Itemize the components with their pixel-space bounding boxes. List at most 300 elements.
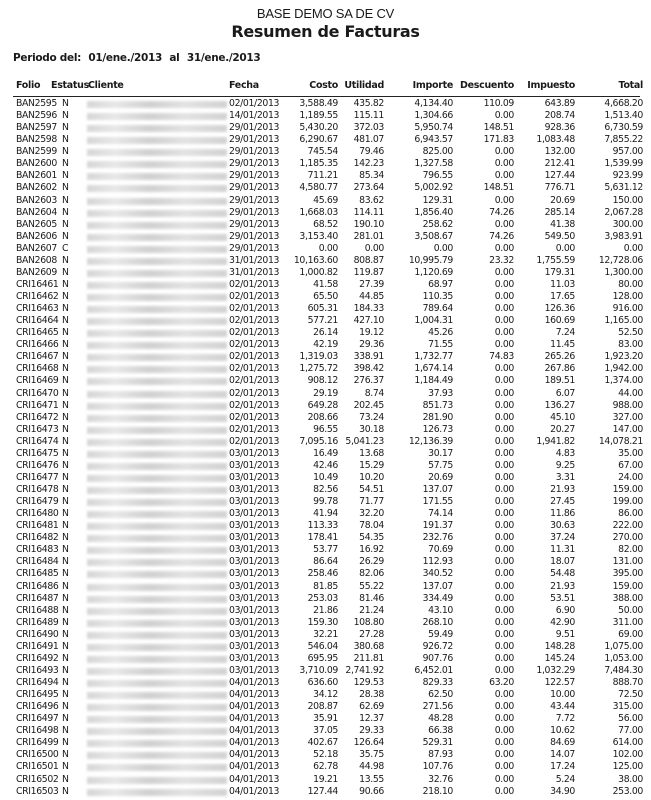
cell-costo: 546.04 — [307, 640, 338, 652]
table-row — [0, 689, 651, 701]
cell-utilidad: 126.64 — [353, 737, 384, 749]
cell-costo: 1,000.82 — [299, 266, 338, 278]
period-label: Periodo del: — [13, 52, 82, 64]
redacted-name — [87, 258, 227, 265]
cell-descuento: 0.00 — [494, 520, 514, 532]
cell-importe: 66.38 — [428, 725, 453, 737]
cell-impuesto: 267.86 — [544, 363, 575, 375]
cell-folio: BAN2598 — [16, 134, 57, 146]
cell-descuento: 74.26 — [489, 230, 514, 242]
cell-impuesto: 20.69 — [550, 194, 575, 206]
cell-cliente-redacted — [87, 451, 227, 458]
cell-estatus: N — [62, 616, 69, 628]
cell-costo: 695.95 — [307, 652, 338, 664]
cell-estatus: N — [62, 520, 69, 532]
cell-costo: 45.69 — [313, 194, 338, 206]
redacted-name — [87, 101, 227, 108]
cell-cliente-redacted — [87, 366, 227, 373]
cell-estatus: N — [62, 737, 69, 749]
table-row — [0, 544, 651, 556]
cell-cliente-redacted — [87, 113, 227, 120]
table-row — [0, 496, 651, 508]
table-row — [0, 146, 651, 158]
cell-impuesto: 34.90 — [550, 785, 575, 797]
cell-total: 1,053.00 — [604, 652, 643, 664]
cell-total: 86.00 — [618, 508, 643, 520]
cell-descuento: 0.00 — [494, 327, 514, 339]
redacted-name — [87, 415, 227, 422]
cell-fecha: 04/01/2013 — [229, 725, 280, 737]
cell-folio: CRI16481 — [16, 520, 59, 532]
cell-fecha: 02/01/2013 — [229, 363, 280, 375]
cell-impuesto: 7.72 — [555, 713, 575, 725]
cell-folio: BAN2597 — [16, 122, 57, 134]
cell-fecha: 02/01/2013 — [229, 375, 280, 387]
cell-total: 69.00 — [618, 628, 643, 640]
cell-total: 253.00 — [612, 785, 643, 797]
period-to: 31/ene./2013 — [186, 52, 261, 64]
cell-fecha: 03/01/2013 — [229, 496, 280, 508]
cell-costo: 636.60 — [307, 677, 338, 688]
cell-impuesto: 1,755.59 — [536, 254, 575, 266]
cell-costo: 113.33 — [307, 520, 338, 532]
cell-utilidad: 5,041.23 — [345, 435, 384, 447]
cell-descuento: 0.00 — [494, 785, 514, 797]
cell-fecha: 29/01/2013 — [229, 146, 280, 158]
redacted-name — [87, 571, 227, 578]
cell-cliente-redacted — [87, 668, 227, 675]
cell-estatus: N — [62, 206, 69, 218]
cell-importe: 6,452.01 — [414, 664, 453, 676]
cell-utilidad: 119.87 — [353, 266, 384, 278]
period-from: 01/ene./2013 — [88, 52, 163, 64]
table-row — [0, 774, 651, 786]
cell-importe: 32.76 — [428, 773, 453, 785]
cell-fecha: 02/01/2013 — [229, 303, 280, 315]
cell-descuento: 0.00 — [494, 773, 514, 785]
cell-fecha: 04/01/2013 — [229, 749, 280, 761]
cell-descuento: 74.26 — [489, 206, 514, 218]
cell-importe: 1,327.58 — [414, 158, 453, 170]
cell-impuesto: 42.90 — [550, 616, 575, 628]
cell-costo: 81.85 — [313, 580, 338, 592]
cell-impuesto: 11.45 — [550, 339, 575, 351]
cell-fecha: 02/01/2013 — [229, 399, 280, 411]
cell-total: 1,075.00 — [604, 640, 643, 652]
cell-costo: 53.77 — [313, 544, 338, 556]
cell-folio: CRI16470 — [16, 387, 59, 399]
cell-impuesto: 4.83 — [555, 447, 575, 459]
cell-cliente-redacted — [87, 632, 227, 639]
cell-cliente-redacted — [87, 378, 227, 385]
cell-estatus: N — [62, 749, 69, 761]
cell-estatus: N — [62, 471, 69, 483]
cell-utilidad: 427.10 — [353, 315, 384, 327]
table-row — [0, 556, 651, 568]
cell-descuento: 0.00 — [494, 242, 514, 254]
cell-folio: BAN2604 — [16, 206, 57, 218]
cell-fecha: 04/01/2013 — [229, 713, 280, 725]
cell-impuesto: 643.89 — [544, 98, 575, 109]
cell-costo: 908.12 — [307, 375, 338, 387]
cell-folio: CRI16485 — [16, 568, 59, 580]
cell-descuento: 0.00 — [494, 339, 514, 351]
cell-importe: 137.07 — [422, 484, 453, 495]
cell-fecha: 04/01/2013 — [229, 785, 280, 797]
cell-costo: 19.21 — [313, 773, 338, 785]
cell-cliente-redacted — [87, 342, 227, 349]
table-row — [0, 725, 651, 737]
cell-costo: 1,319.03 — [299, 351, 338, 363]
cell-cliente-redacted — [87, 137, 227, 144]
cell-costo: 208.87 — [307, 701, 338, 713]
cell-cliente-redacted — [87, 294, 227, 301]
cell-total: 6,730.59 — [604, 122, 643, 134]
header-estatus: Estatus — [51, 80, 89, 91]
cell-utilidad: 435.82 — [353, 98, 384, 109]
table-row — [0, 653, 651, 665]
cell-importe: 10,995.79 — [408, 254, 453, 266]
table-row — [0, 701, 651, 713]
cell-impuesto: 132.00 — [544, 146, 575, 158]
redacted-name — [87, 608, 227, 615]
cell-total: 4,668.20 — [604, 98, 643, 109]
cell-cliente-redacted — [87, 427, 227, 434]
cell-folio: CRI16494 — [16, 677, 59, 688]
redacted-name — [87, 391, 227, 398]
cell-folio: BAN2596 — [16, 110, 57, 122]
cell-cliente-redacted — [87, 161, 227, 168]
period-separator: al — [169, 52, 180, 64]
cell-fecha: 04/01/2013 — [229, 701, 280, 713]
cell-utilidad: 27.28 — [359, 628, 384, 640]
cell-cliente-redacted — [87, 330, 227, 337]
cell-total: 44.00 — [618, 387, 643, 399]
table-row — [0, 568, 651, 580]
cell-impuesto: 30.63 — [550, 520, 575, 532]
cell-descuento: 0.00 — [494, 484, 514, 495]
redacted-name — [87, 185, 227, 192]
cell-estatus: N — [62, 447, 69, 459]
cell-importe: 281.90 — [422, 411, 453, 423]
cell-total: 395.00 — [612, 568, 643, 580]
redacted-name — [87, 559, 227, 566]
cell-cliente-redacted — [87, 692, 227, 699]
cell-utilidad: 30.18 — [359, 423, 384, 435]
cell-importe: 129.31 — [422, 194, 453, 206]
header-impuesto: Impuesto — [527, 80, 575, 91]
cell-costo: 26.14 — [313, 327, 338, 339]
cell-cliente-redacted — [87, 511, 227, 518]
redacted-name — [87, 752, 227, 759]
cell-estatus: N — [62, 592, 69, 604]
cell-importe: 3,508.67 — [414, 230, 453, 242]
cell-descuento: 0.00 — [494, 158, 514, 170]
cell-impuesto: 53.51 — [550, 592, 575, 604]
table-row — [0, 243, 651, 255]
cell-importe: 1,674.14 — [414, 363, 453, 375]
cell-folio: CRI16487 — [16, 592, 59, 604]
redacted-name — [87, 137, 227, 144]
table-row — [0, 315, 651, 327]
cell-estatus: N — [62, 351, 69, 363]
cell-cliente-redacted — [87, 415, 227, 422]
cell-total: 131.00 — [612, 556, 643, 568]
cell-fecha: 03/01/2013 — [229, 520, 280, 532]
cell-total: 614.00 — [612, 737, 643, 749]
cell-total: 7,855.22 — [604, 134, 643, 146]
cell-costo: 96.55 — [313, 423, 338, 435]
cell-total: 24.00 — [618, 471, 643, 483]
cell-costo: 159.30 — [307, 616, 338, 628]
cell-importe: 126.73 — [422, 423, 453, 435]
cell-estatus: N — [62, 291, 69, 302]
cell-costo: 1,185.35 — [299, 158, 338, 170]
cell-importe: 1,004.31 — [414, 315, 453, 327]
cell-fecha: 03/01/2013 — [229, 640, 280, 652]
cell-descuento: 0.00 — [494, 303, 514, 315]
cell-total: 12,728.06 — [598, 254, 643, 266]
table-row — [0, 170, 651, 182]
table-row — [0, 641, 651, 653]
cell-descuento: 0.00 — [494, 447, 514, 459]
cell-utilidad: 481.07 — [353, 134, 384, 146]
cell-cliente-redacted — [87, 764, 227, 771]
cell-estatus: N — [62, 725, 69, 737]
redacted-name — [87, 716, 227, 723]
table-row — [0, 291, 651, 303]
table-row — [0, 231, 651, 243]
cell-total: 1,513.40 — [604, 110, 643, 122]
cell-utilidad: 35.75 — [359, 749, 384, 761]
cell-fecha: 02/01/2013 — [229, 339, 280, 351]
cell-cliente-redacted — [87, 644, 227, 651]
cell-total: 0.00 — [623, 242, 643, 254]
cell-impuesto: 208.74 — [544, 110, 575, 122]
table-row — [0, 605, 651, 617]
cell-impuesto: 84.69 — [550, 737, 575, 749]
cell-total: 199.00 — [612, 496, 643, 508]
cell-descuento: 171.83 — [483, 134, 514, 146]
cell-costo: 6,290.67 — [299, 134, 338, 146]
cell-utilidad: 73.24 — [359, 411, 384, 423]
cell-impuesto: 14.07 — [550, 749, 575, 761]
redacted-name — [87, 547, 227, 554]
cell-estatus: N — [62, 508, 69, 520]
cell-folio: CRI16461 — [16, 278, 59, 290]
cell-costo: 99.78 — [313, 496, 338, 508]
cell-estatus: N — [62, 158, 69, 170]
redacted-name — [87, 439, 227, 446]
cell-impuesto: 10.62 — [550, 725, 575, 737]
cell-descuento: 0.00 — [494, 616, 514, 628]
cell-importe: 1,732.77 — [414, 351, 453, 363]
header-cliente: Cliente — [88, 80, 124, 91]
cell-utilidad: 211.81 — [353, 652, 384, 664]
table-header — [0, 80, 651, 94]
cell-folio: CRI16479 — [16, 496, 59, 508]
redacted-name — [87, 487, 227, 494]
header-divider — [13, 96, 640, 97]
cell-cliente-redacted — [87, 270, 227, 277]
cell-cliente-redacted — [87, 101, 227, 108]
cell-costo: 16.49 — [313, 447, 338, 459]
cell-impuesto: 1,941.82 — [536, 435, 575, 447]
cell-importe: 57.75 — [428, 459, 453, 471]
cell-folio: CRI16471 — [16, 399, 59, 411]
cell-fecha: 03/01/2013 — [229, 616, 280, 628]
cell-costo: 3,710.09 — [299, 664, 338, 676]
cell-descuento: 0.00 — [494, 725, 514, 737]
cell-estatus: N — [62, 556, 69, 568]
cell-total: 125.00 — [612, 761, 643, 773]
cell-utilidad: 273.64 — [353, 182, 384, 194]
cell-folio: CRI16476 — [16, 459, 59, 471]
cell-estatus: N — [62, 134, 69, 146]
cell-fecha: 29/01/2013 — [229, 242, 280, 254]
cell-descuento: 148.51 — [483, 122, 514, 134]
cell-utilidad: 2,741.92 — [345, 664, 384, 676]
cell-impuesto: 0.00 — [555, 242, 575, 254]
cell-total: 159.00 — [612, 580, 643, 592]
redacted-name — [87, 644, 227, 651]
header-fecha: Fecha — [229, 80, 259, 91]
cell-importe: 20.69 — [428, 471, 453, 483]
cell-estatus: N — [62, 315, 69, 327]
cell-folio: CRI16489 — [16, 616, 59, 628]
cell-impuesto: 11.86 — [550, 508, 575, 520]
redacted-name — [87, 378, 227, 385]
table-row — [0, 98, 651, 110]
cell-importe: 258.62 — [422, 218, 453, 230]
cell-cliente-redacted — [87, 403, 227, 410]
cell-cliente-redacted — [87, 391, 227, 398]
table-row — [0, 713, 651, 725]
cell-folio: CRI16467 — [16, 351, 59, 363]
redacted-name — [87, 499, 227, 506]
cell-descuento: 110.09 — [483, 98, 514, 109]
redacted-name — [87, 620, 227, 627]
cell-importe: 112.93 — [422, 556, 453, 568]
table-row — [0, 351, 651, 363]
cell-importe: 796.55 — [422, 170, 453, 182]
cell-importe: 218.10 — [422, 785, 453, 797]
cell-fecha: 03/01/2013 — [229, 459, 280, 471]
cell-utilidad: 81.46 — [359, 592, 384, 604]
cell-importe: 789.64 — [422, 303, 453, 315]
cell-total: 957.00 — [612, 146, 643, 158]
cell-importe: 271.56 — [422, 701, 453, 713]
cell-costo: 29.19 — [313, 387, 338, 399]
cell-importe: 851.73 — [422, 399, 453, 411]
cell-estatus: N — [62, 423, 69, 435]
cell-total: 327.00 — [612, 411, 643, 423]
cell-impuesto: 11.31 — [550, 544, 575, 556]
table-row — [0, 436, 651, 448]
cell-estatus: N — [62, 435, 69, 447]
table-row — [0, 532, 651, 544]
cell-impuesto: 21.93 — [550, 580, 575, 592]
cell-utilidad: 90.66 — [359, 785, 384, 797]
redacted-name — [87, 270, 227, 277]
cell-fecha: 02/01/2013 — [229, 423, 280, 435]
cell-folio: BAN2595 — [16, 98, 57, 109]
table-row — [0, 122, 651, 134]
cell-estatus: N — [62, 580, 69, 592]
redacted-name — [87, 330, 227, 337]
table-row — [0, 629, 651, 641]
cell-cliente-redacted — [87, 716, 227, 723]
cell-descuento: 0.00 — [494, 508, 514, 520]
redacted-name — [87, 198, 227, 205]
table-row — [0, 303, 651, 315]
cell-utilidad: 16.92 — [359, 544, 384, 556]
cell-estatus: N — [62, 278, 69, 290]
cell-utilidad: 10.20 — [359, 471, 384, 483]
cell-costo: 65.50 — [313, 291, 338, 302]
cell-total: 3,983.91 — [604, 230, 643, 242]
report-period — [13, 52, 264, 64]
cell-costo: 37.05 — [313, 725, 338, 737]
cell-costo: 253.03 — [307, 592, 338, 604]
cell-impuesto: 126.36 — [544, 303, 575, 315]
cell-utilidad: 808.87 — [353, 254, 384, 266]
cell-folio: CRI16499 — [16, 737, 59, 749]
redacted-name — [87, 704, 227, 711]
cell-fecha: 04/01/2013 — [229, 773, 280, 785]
redacted-name — [87, 596, 227, 603]
cell-total: 923.99 — [612, 170, 643, 182]
cell-estatus: N — [62, 339, 69, 351]
cell-estatus: N — [62, 387, 69, 399]
header-utilidad: Utilidad — [344, 80, 384, 91]
cell-importe: 5,002.92 — [414, 182, 453, 194]
cell-descuento: 0.00 — [494, 218, 514, 230]
cell-folio: CRI16464 — [16, 315, 59, 327]
cell-impuesto: 189.51 — [544, 375, 575, 387]
cell-utilidad: 79.46 — [359, 146, 384, 158]
cell-total: 128.00 — [612, 291, 643, 302]
cell-estatus: N — [62, 677, 69, 688]
cell-estatus: N — [62, 303, 69, 315]
cell-descuento: 0.00 — [494, 496, 514, 508]
cell-estatus: N — [62, 327, 69, 339]
cell-utilidad: 44.98 — [359, 761, 384, 773]
cell-cliente-redacted — [87, 463, 227, 470]
cell-cliente-redacted — [87, 475, 227, 482]
cell-costo: 41.94 — [313, 508, 338, 520]
cell-cliente-redacted — [87, 584, 227, 591]
table-row — [0, 593, 651, 605]
redacted-name — [87, 451, 227, 458]
cell-fecha: 03/01/2013 — [229, 447, 280, 459]
cell-folio: CRI16501 — [16, 761, 59, 773]
cell-cliente-redacted — [87, 185, 227, 192]
cell-folio: CRI16465 — [16, 327, 59, 339]
cell-fecha: 29/01/2013 — [229, 134, 280, 146]
cell-impuesto: 20.27 — [550, 423, 575, 435]
cell-estatus: N — [62, 98, 69, 109]
cell-descuento: 0.00 — [494, 737, 514, 749]
cell-impuesto: 43.44 — [550, 701, 575, 713]
cell-total: 77.00 — [618, 725, 643, 737]
cell-folio: CRI16483 — [16, 544, 59, 556]
redacted-name — [87, 740, 227, 747]
table-row — [0, 267, 651, 279]
cell-descuento: 74.83 — [489, 351, 514, 363]
cell-importe: 529.31 — [422, 737, 453, 749]
cell-fecha: 03/01/2013 — [229, 484, 280, 495]
